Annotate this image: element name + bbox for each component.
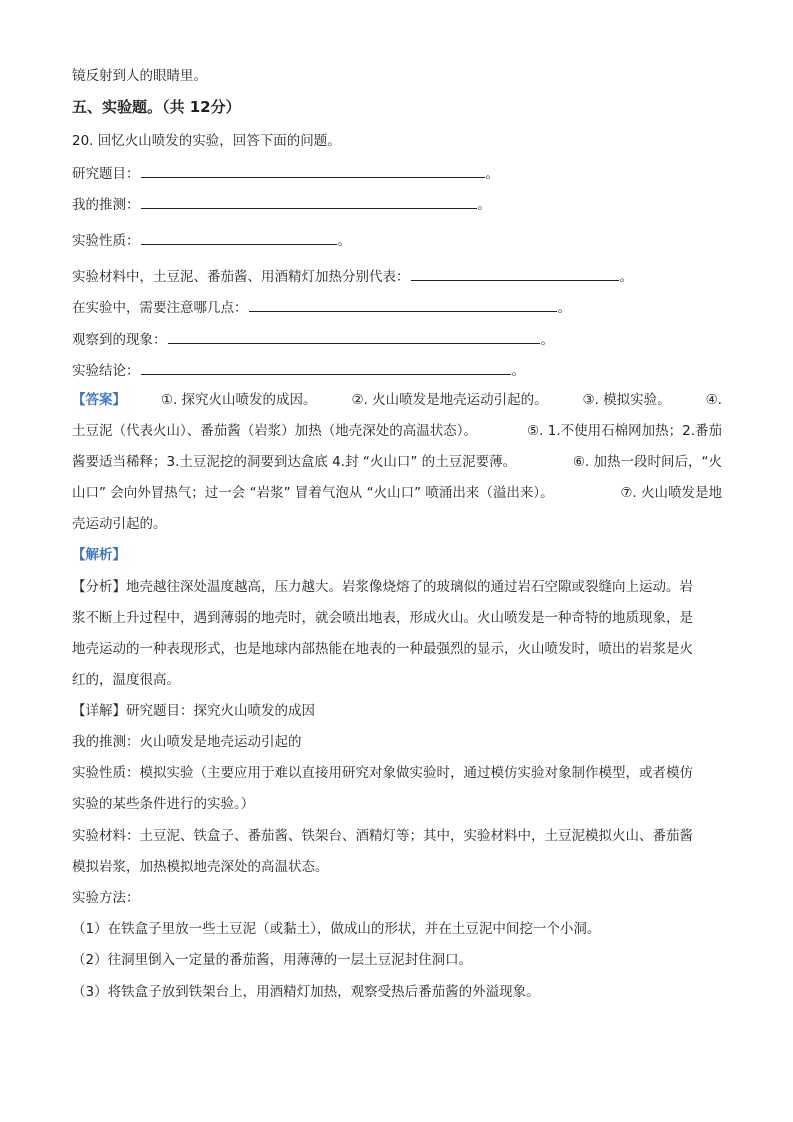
answer-3: ③. 模拟实验。 [582, 392, 671, 408]
method-step-2: （2）往洞里倒入一定量的番茄酱，用薄薄的一层土豆泥封住洞口。 [72, 952, 473, 968]
observe-row [72, 328, 554, 350]
topic-period: 。 [485, 166, 499, 182]
conclusion-label: 实验结论： [72, 363, 140, 379]
detail-line-4: 实验的某些条件进行的实验。） [72, 796, 255, 812]
answer-2: ②. 火山喷发是地壳运动引起的。 [351, 392, 548, 408]
method-step-3: （3）将铁盒子放到铁架台上，用酒精灯加热，观察受热后番茄酱的外溢现象。 [72, 984, 540, 1000]
observe-blank [168, 328, 540, 344]
attention-blank [249, 296, 557, 312]
nature-period: 。 [337, 233, 351, 249]
answer-line-4 [72, 483, 722, 503]
materials-blank [411, 265, 619, 281]
detail-line-7: 实验方法： [72, 890, 140, 906]
attention-row [72, 296, 571, 318]
detail-line-5: 实验材料：土豆泥、铁盒子、番茄酱、铁架台、酒精灯等；其中，实验材料中，土豆泥模拟火山、番茄酱 [72, 828, 693, 844]
topic-row [72, 162, 499, 184]
answer-4-num: ④. [705, 392, 722, 408]
nature-label: 实验性质： [72, 233, 140, 249]
materials-row [72, 265, 633, 287]
guess-row [72, 193, 491, 215]
attention-period: 。 [557, 300, 571, 316]
answer-6-end: 山口” 会向外冒热气；过一会 “岩浆” 冒着气泡从 “火山口” 喷涌出来（溢出来）。 [72, 485, 554, 501]
answer-6-start: ⑥. 加热一段时间后，“火 [572, 454, 722, 470]
answer-1: ①. 探究火山喷发的成因。 [160, 392, 317, 408]
conclusion-period: 。 [511, 363, 525, 379]
observe-period: 。 [540, 332, 554, 348]
guess-blank [141, 193, 477, 209]
answer-line-5 [72, 514, 167, 534]
answer-5-end: 酱要适当稀释；3.土豆泥挖的洞要到达盒底 4.封 “火山口” 的土豆泥要薄。 [72, 454, 517, 470]
nature-blank [141, 229, 337, 245]
conclusion-blank [141, 359, 511, 375]
answer-line-1 [72, 390, 722, 410]
answer-line-3 [72, 452, 722, 472]
observe-label: 观察到的现象： [72, 332, 167, 348]
previous-question-tail: 镜反射到人的眼睛里。 [72, 68, 207, 84]
attention-label: 在实验中，需要注意哪几点： [72, 300, 248, 316]
topic-blank [141, 162, 485, 178]
answer-tag: 【答案】 [72, 392, 126, 408]
analysis-tag: 【解析】 [72, 547, 126, 563]
analysis-line-1: 【分析】地壳越往深处温度越高，压力越大。岩浆像烧熔了的玻璃似的通过岩石空隙或裂缝向上运动。岩 [72, 579, 693, 595]
guess-period: 。 [477, 197, 491, 213]
answer-4-text: 土豆泥（代表火山）、番茄酱（岩浆）加热（地壳深处的高温状态）。 [72, 423, 477, 439]
method-step-1: （1）在铁盒子里放一些土豆泥（或黏土），做成山的形状，并在土豆泥中间挖一个小洞。 [72, 921, 601, 937]
analysis-line-2: 浆不断上升过程中，遇到薄弱的地壳时，就会喷出地表，形成火山。火山喷发是一种奇特的地质现象，是 [72, 610, 693, 626]
answer-7-end: 壳运动引起的。 [72, 516, 167, 532]
materials-period: 。 [619, 269, 633, 285]
analysis-line-4: 红的，温度很高。 [72, 672, 180, 688]
guess-label: 我的推测： [72, 197, 140, 213]
section-title: 五、实验题。（共 12分） [72, 98, 241, 116]
nature-row [72, 229, 351, 251]
materials-label: 实验材料中，土豆泥、番茄酱、用酒精灯加热分别代表： [72, 269, 410, 285]
answer-line-2 [72, 421, 722, 441]
detail-line-3: 实验性质：模拟实验（主要应用于难以直接用研究对象做实验时，通过模仿实验对象制作模型，或者模仿 [72, 765, 693, 781]
conclusion-row [72, 359, 525, 381]
analysis-line-3: 地壳运动的一种表现形式，也是地球内部热能在地表的一种最强烈的显示，火山喷发时，喷出的岩浆是火 [72, 641, 693, 657]
topic-label: 研究题目： [72, 166, 140, 182]
detail-line-6: 模拟岩浆，加热模拟地壳深处的高温状态。 [72, 859, 329, 875]
question-intro: 20. 回忆火山喷发的实验，回答下面的问题。 [72, 133, 341, 149]
answer-7-start: ⑦. 火山喷发是地 [620, 485, 722, 501]
detail-line-1: 【详解】研究题目：探究火山喷发的成因 [72, 703, 315, 719]
detail-line-2: 我的推测：火山喷发是地壳运动引起的 [72, 734, 302, 750]
answer-5-start: ⑤. 1.不使用石棉网加热；2.番茄 [527, 423, 722, 439]
